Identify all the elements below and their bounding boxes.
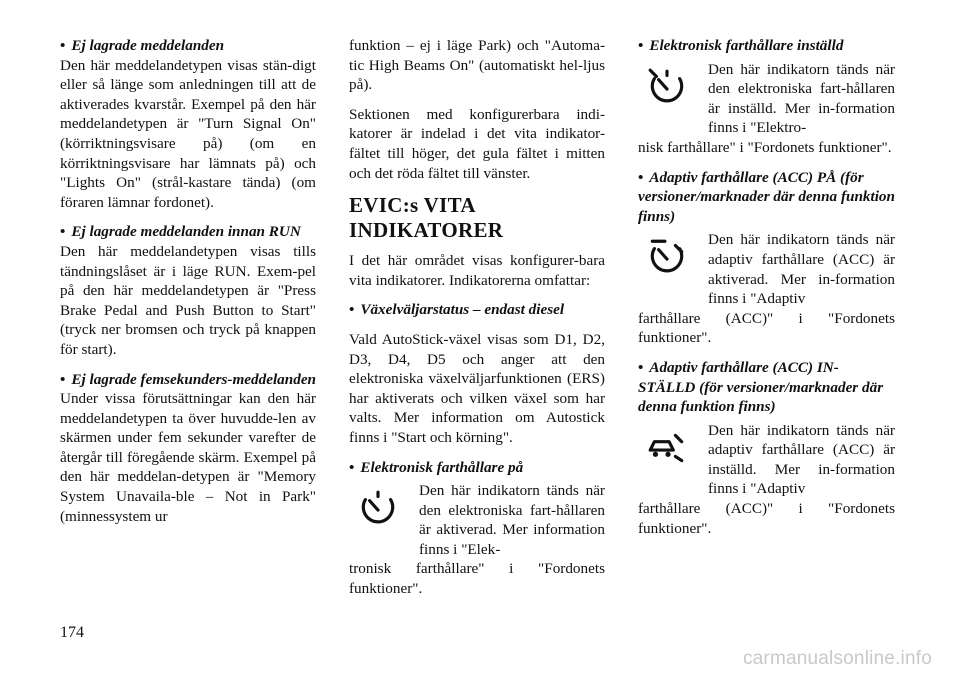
heading-vaxelvaljarstatus <box>349 300 605 320</box>
heading-femsekunders <box>60 370 316 390</box>
paragraph-continued: funktion – ej i läge Park) och "Automa-tic High Beams On" (automatiskt hel-ljus på). <box>349 37 605 94</box>
heading-text: Ej lagrade femsekunders-meddelanden <box>71 370 317 388</box>
heading-text: Elektronisk farthållare inställd <box>649 37 844 54</box>
bullet-icon: • <box>638 168 644 186</box>
heading-text: Adaptiv farthållare (ACC) IN-STÄLLD (för versioner/marknader där denna funktion finns) <box>638 358 884 416</box>
bullet-icon: • <box>349 301 355 319</box>
heading-farthallare-pa <box>349 458 605 478</box>
heading-text: Adaptiv farthållare (ACC) PÅ (för versioner/marknader där denna funktion finns) <box>638 168 895 225</box>
bullet-icon: • <box>60 370 66 388</box>
heading-farthallare-installd <box>638 36 895 56</box>
paragraph: Den här meddelandetypen visas stän-digt eller så länge som anledningen till att de aktiverades kvarstår. Exempel på den här meddelandetypen är "Turn Signal On" (körriktningsvisare på) (om en körriktningsvisare har lämnats på) och "Lights On" (strål-kastare tända) (om föraren lämnar fordonet). <box>60 56 316 211</box>
heading-acc-pa <box>638 168 895 227</box>
paragraph: Under vissa förutsättningar kan den här meddelandetypen ta över huvudde-len av skärmen under fem sekunder varefter de återgår till föregående skärm. Exempel på den här meddelan-detypen är "Memory System Unavaila-ble – Not in Park" (minnessystem ur <box>60 390 316 525</box>
adaptive-cruise-on-icon <box>646 236 688 278</box>
bullet-icon: • <box>638 358 644 376</box>
heading-acc-installd <box>638 358 895 417</box>
indicator-block <box>638 230 895 348</box>
bullet-icon: • <box>638 37 644 54</box>
bullet-icon: • <box>60 37 66 54</box>
paragraph: Den här meddelandetypen visas tills tändningslåset är i läge RUN. Exem-pel på den här meddelandetypen är "Press Brake Pedal and Push Button to Start" (tryck ner bromsen och tryck på knappen för start). <box>60 242 316 358</box>
page-number: 174 <box>60 624 84 641</box>
paragraph-intro: Sektionen med konfigurerbara indi-katorer är indelad i det vita indikator-fältet till höger, det gula fältet i mitten och det röda fältet till vänster. <box>349 105 605 182</box>
indicator-description: Den här indikatorn tänds när adaptiv farthållare (ACC) är inställd. Mer in-formation finns i "Adaptiv <box>708 421 895 498</box>
indicator-description-rest: tronisk farthållare" i "Fordonets funktioner". <box>349 560 605 598</box>
heading-text: Elektronisk farthållare på <box>360 458 524 476</box>
bullet-icon: • <box>349 458 355 476</box>
column-right <box>638 36 895 548</box>
column-left <box>60 36 316 536</box>
indicator-description-rest: farthållare (ACC)" i "Fordonets funktioner". <box>638 500 895 537</box>
paragraph-section-intro: I det här området visas konfigurer-bara vita indikatorer. Indikatorerna omfattar: <box>349 252 605 289</box>
heading-ej-lagrade-innan-run <box>60 222 316 242</box>
spacer <box>349 320 605 330</box>
indicator-block <box>349 481 605 599</box>
heading-text: Ej lagrade meddelanden innan RUN <box>71 223 301 241</box>
section-title: EVIC:s VITA INDIKATORER <box>349 193 504 243</box>
indicator-description: Den här indikatorn tänds när adaptiv farthållare (ACC) är aktiverad. Mer in-formation finns i "Adaptiv <box>708 231 895 308</box>
cruise-control-on-icon <box>357 487 399 529</box>
heading-text: Ej lagrade meddelanden <box>71 37 225 54</box>
heading-text: Växelväljarstatus – endast diesel <box>360 301 565 319</box>
watermark: carmanualsonline.info <box>742 648 932 669</box>
indicator-description-rest: farthållare (ACC)" i "Fordonets funktioner". <box>638 309 895 347</box>
heading-ej-lagrade <box>60 36 316 56</box>
indicator-description: Den här indikatorn tänds när den elektroniska fart-hållaren är aktiverad. Mer information finns i "Elek- <box>419 482 605 558</box>
indicator-block <box>638 60 895 158</box>
indicator-description: Den här indikatorn tänds när den elektroniska fart-hållaren är inställd. Mer in-formation finns i "Elektro- <box>708 60 895 137</box>
bullet-icon: • <box>60 223 66 241</box>
indicator-description-rest: nisk farthållare" i "Fordonets funktioner". <box>638 138 892 156</box>
paragraph: Vald AutoStick-växel visas som D1, D2, D3, D4, D5 och anger att den elektroniska växelväljarfunktionen (ERS) har aktiverats och vilken växel som har valts. Mer information om Autostick finns i "Start och körning". <box>349 330 605 446</box>
indicator-block <box>638 421 895 539</box>
adaptive-cruise-set-icon <box>646 427 688 469</box>
cruise-control-set-icon <box>646 66 688 108</box>
column-middle <box>349 36 605 609</box>
